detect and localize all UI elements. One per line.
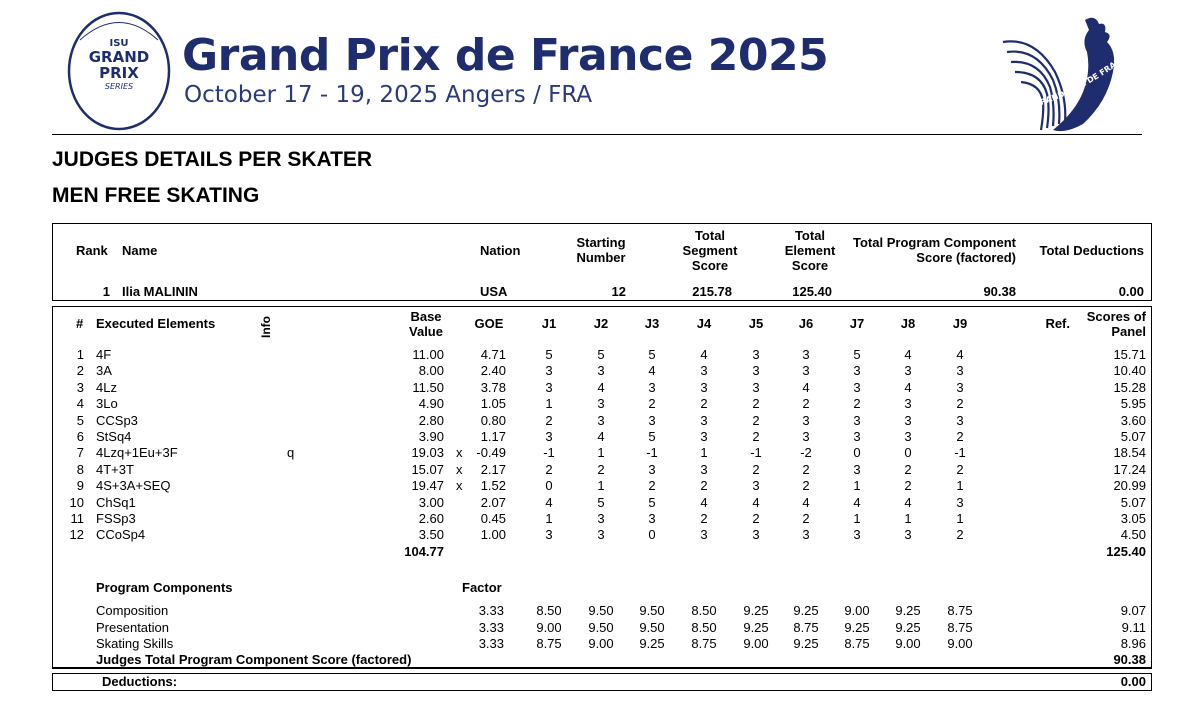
element-code: FSSp3 [96, 511, 136, 526]
judge-goe-score: 1 [956, 511, 964, 526]
element-info: q [287, 445, 295, 461]
judge-goe-score: 1 [904, 511, 912, 526]
judge-goe-score: 3 [648, 379, 656, 395]
tss-header-l1: Total [694, 228, 726, 243]
judge-goe-score: 3 [956, 494, 964, 510]
element-panel-score: 3.05 [1120, 511, 1146, 526]
component-name: Skating Skills [96, 636, 174, 651]
judge-goe-score: 2 [956, 396, 964, 412]
judge-goe-score: 2 [802, 511, 810, 526]
judge-component-score: 9.25 [895, 603, 921, 618]
components-bottom-rule [52, 668, 1152, 669]
element-number: 3 [76, 379, 84, 395]
judge-goe-score: 3 [853, 379, 861, 395]
judge-goe-score: 0 [648, 527, 656, 543]
judge-goe-score: 3 [904, 527, 912, 543]
tpcs-header [836, 235, 1016, 265]
element-base-value: 3.00 [418, 494, 444, 510]
element-number: 8 [76, 461, 84, 477]
name-header: Name [122, 243, 158, 258]
element-number: 2 [76, 363, 84, 379]
element-goe: 0.45 [480, 511, 506, 526]
logo-prix: PRIX [99, 64, 139, 82]
judge-goe-score: 2 [648, 396, 656, 412]
judge-goe-score: 4 [597, 429, 605, 444]
judge-goe-score: 3 [802, 429, 810, 444]
judge-goe-score: 2 [853, 396, 861, 412]
judge-goe-score: 4 [956, 347, 964, 362]
judge-header-3: J3 [644, 316, 660, 331]
element-panel-score: 20.99 [1113, 478, 1146, 494]
judge-goe-score: 3 [700, 527, 708, 543]
program-components-title: Program Components [96, 580, 233, 595]
element-base-value: 2.60 [418, 511, 444, 526]
judge-goe-score: 3 [545, 527, 553, 543]
judge-header-4: J4 [696, 316, 712, 331]
judge-goe-score: 2 [802, 396, 810, 412]
judge-header-2: J2 [593, 316, 609, 331]
judge-component-score: 8.75 [844, 636, 870, 651]
element-goe: 4.71 [480, 347, 506, 362]
element-base-value: 4.90 [418, 396, 444, 412]
judge-goe-score: 4 [545, 494, 553, 510]
judge-component-score: 9.00 [536, 619, 562, 635]
judge-component-score: 9.00 [588, 636, 614, 651]
component-factor: 3.33 [478, 619, 504, 635]
judge-goe-score: 2 [752, 412, 760, 428]
element-goe: 2.17 [480, 461, 506, 477]
judge-goe-score: 4 [904, 347, 912, 362]
num-header: # [76, 316, 84, 331]
nation-value: USA [480, 284, 508, 299]
element-base-value: 3.50 [418, 527, 444, 543]
element-base-value: 19.47 [411, 478, 444, 494]
element-code: 4F [96, 347, 112, 362]
starting-header-l1: Starting [576, 235, 626, 250]
panel-header-l1: Scores of [1086, 309, 1146, 324]
judge-goe-score: 2 [597, 461, 605, 477]
component-panel-score: 9.11 [1121, 619, 1146, 635]
judge-goe-score: 3 [752, 363, 760, 379]
element-goe: 3.78 [480, 379, 506, 395]
judge-goe-score: 4 [597, 379, 605, 395]
base-header-l2: Value [409, 324, 443, 339]
element-code: 3A [96, 363, 112, 379]
element-goe: 2.40 [480, 363, 506, 379]
judge-goe-score: 3 [700, 379, 708, 395]
element-number: 5 [76, 412, 84, 428]
judge-goe-score: 2 [956, 527, 964, 543]
judge-goe-score: 4 [700, 494, 708, 510]
judge-component-score: 9.50 [639, 619, 665, 635]
judge-goe-score: 2 [802, 478, 810, 494]
judge-component-score: 9.00 [743, 636, 769, 651]
element-second-half-marker: x [456, 478, 463, 494]
judge-goe-score: 3 [648, 511, 656, 526]
judge-goe-score: 2 [956, 461, 964, 477]
judge-component-score: 9.00 [844, 603, 870, 618]
base-header-l1: Base [410, 309, 442, 324]
judge-header-9: J9 [952, 316, 968, 331]
judge-goe-score: 1 [597, 478, 605, 494]
event-subtitle: October 17 - 19, 2025 Angers / FRA [184, 82, 593, 108]
element-panel-score: 17.24 [1113, 461, 1146, 477]
judge-component-score: 9.00 [947, 636, 973, 651]
judge-goe-score: 3 [700, 429, 708, 444]
judge-goe-score: 5 [545, 347, 553, 362]
judge-goe-score: 2 [700, 396, 708, 412]
deductions-box [52, 673, 1152, 691]
judge-goe-score: 5 [597, 347, 605, 362]
judge-goe-score: 2 [648, 478, 656, 494]
rank-value: 1 [102, 284, 110, 299]
goe-header: GOE [474, 316, 504, 331]
base-value-header [396, 309, 456, 339]
judge-goe-score: 3 [904, 396, 912, 412]
judge-goe-score: 3 [597, 412, 605, 428]
judge-header-1: J1 [541, 316, 557, 331]
judge-header-7: J7 [849, 316, 865, 331]
element-panel-score: 5.07 [1120, 429, 1146, 444]
header-rule [52, 134, 1142, 135]
judge-component-score: 8.75 [536, 636, 562, 651]
judge-goe-score: 1 [853, 511, 861, 526]
judge-goe-score: 3 [545, 363, 553, 379]
segment-title: MEN FREE SKATING [52, 184, 260, 207]
judge-component-score: 9.25 [743, 619, 769, 635]
element-number: 7 [76, 445, 84, 461]
judge-goe-score: -1 [954, 445, 966, 461]
judge-goe-score: 3 [802, 347, 810, 362]
judge-goe-score: 3 [853, 363, 861, 379]
judge-goe-score: 4 [700, 347, 708, 362]
judge-goe-score: 4 [853, 494, 861, 510]
component-name: Composition [96, 603, 169, 618]
judge-goe-score: 2 [802, 461, 810, 477]
judge-goe-score: 1 [545, 396, 553, 412]
report-title: JUDGES DETAILS PER SKATER [52, 148, 373, 171]
elements-panel-total: 125.40 [1106, 544, 1146, 559]
judge-goe-score: 4 [802, 379, 810, 395]
element-code: 4T+3T [96, 461, 134, 477]
info-header: Info [259, 316, 273, 338]
element-number: 6 [76, 429, 84, 444]
judge-goe-score: 2 [956, 429, 964, 444]
component-panel-score: 9.07 [1120, 603, 1146, 618]
element-panel-score: 15.28 [1113, 379, 1146, 395]
judge-component-score: 8.50 [691, 619, 717, 635]
skater-name: Ilia MALININ [122, 284, 198, 299]
deductions-header: Total Deductions [1039, 243, 1144, 258]
judge-component-score: 8.50 [691, 603, 717, 618]
judge-component-score: 8.75 [793, 619, 819, 635]
judge-component-score: 9.25 [793, 636, 819, 651]
element-code: 4Lz [96, 379, 117, 395]
starting-header-l2: Number [576, 250, 626, 265]
judge-component-score: 9.25 [639, 636, 665, 651]
judge-goe-score: 0 [904, 445, 912, 461]
element-goe: 1.00 [480, 527, 506, 543]
judge-goe-score: -2 [800, 445, 812, 461]
judge-goe-score: 3 [648, 412, 656, 428]
judge-goe-score: 3 [752, 527, 760, 543]
tes-header-l1: Total [794, 228, 826, 243]
judge-goe-score: 3 [956, 363, 964, 379]
judge-goe-score: 3 [648, 461, 656, 477]
judge-component-score: 9.25 [793, 603, 819, 618]
tss-header-l3: Score [691, 258, 729, 273]
element-base-value: 3.90 [418, 429, 444, 444]
executed-elements-header: Executed Elements [96, 316, 216, 331]
judge-component-score: 9.25 [895, 619, 921, 635]
element-code: CCoSp4 [96, 527, 146, 543]
event-title: Grand Prix de France 2025 [182, 30, 829, 81]
judge-goe-score: 1 [545, 511, 553, 526]
judge-goe-score: 0 [545, 478, 553, 494]
deductions-label: Deductions: [102, 674, 178, 689]
deductions-total: 0.00 [1120, 674, 1146, 689]
tss-value: 215.78 [692, 284, 732, 299]
logo-series: SERIES [104, 82, 134, 91]
rank-header: Rank [76, 243, 108, 258]
element-base-value: 8.00 [418, 363, 444, 379]
tes-header-l2: Element [784, 243, 836, 258]
element-number: 4 [76, 396, 84, 412]
judge-goe-score: -1 [543, 445, 555, 461]
judge-goe-score: 2 [700, 511, 708, 526]
element-code: CCSp3 [96, 412, 138, 428]
logo-grand: GRAND [88, 48, 150, 66]
tss-header [670, 228, 750, 273]
judge-goe-score: 3 [597, 527, 605, 543]
judge-goe-score: 1 [700, 445, 708, 461]
judge-header-5: J5 [748, 316, 764, 331]
judge-goe-score: 3 [700, 461, 708, 477]
judge-goe-score: 3 [700, 363, 708, 379]
starting-number-header [566, 235, 636, 265]
judge-goe-score: 5 [648, 347, 656, 362]
judge-goe-score: -1 [750, 445, 762, 461]
element-base-value: 11.00 [412, 347, 444, 362]
element-panel-score: 15.71 [1113, 347, 1146, 362]
element-panel-score: 18.54 [1113, 445, 1146, 461]
judge-goe-score: 3 [853, 429, 861, 444]
judge-goe-score: 4 [904, 494, 912, 510]
judge-component-score: 8.50 [536, 603, 562, 618]
judge-goe-score: 5 [648, 494, 656, 510]
element-code: 4S+3A+SEQ [96, 478, 171, 494]
judge-goe-score: 3 [853, 412, 861, 428]
judge-goe-score: 3 [904, 412, 912, 428]
judge-goe-score: 3 [853, 527, 861, 543]
component-panel-score: 8.96 [1120, 636, 1146, 651]
judge-goe-score: 2 [545, 461, 553, 477]
element-second-half-marker: x [456, 461, 463, 477]
judge-goe-score: 1 [597, 445, 605, 461]
judge-goe-score: 4 [904, 379, 912, 395]
element-second-half-marker: x [456, 445, 463, 461]
element-number: 10 [69, 494, 84, 510]
judge-goe-score: 1 [853, 478, 861, 494]
judge-goe-score: 2 [700, 478, 708, 494]
logo-text [76, 38, 162, 93]
judge-header-8: J8 [900, 316, 916, 331]
judge-goe-score: 3 [802, 527, 810, 543]
judge-component-score: 8.75 [691, 636, 717, 651]
judge-goe-score: 4 [648, 363, 656, 379]
element-goe: -0.49 [476, 445, 506, 461]
element-code: 3Lo [96, 396, 118, 412]
components-total-label: Judges Total Program Component Score (factored) [96, 652, 412, 667]
element-panel-score: 10.40 [1113, 363, 1146, 379]
base-value-total: 104.77 [404, 544, 444, 559]
judge-component-score: 9.25 [844, 619, 870, 635]
judge-component-score: 9.50 [588, 619, 614, 635]
judge-goe-score: 3 [545, 429, 553, 444]
element-goe: 0.80 [480, 412, 506, 428]
element-panel-score: 5.07 [1120, 494, 1146, 510]
judge-goe-score: 3 [752, 379, 760, 395]
element-base-value: 19.03 [411, 445, 444, 461]
judge-component-score: 9.50 [588, 603, 614, 618]
element-goe: 1.05 [480, 396, 506, 412]
judge-goe-score: 1 [956, 478, 964, 494]
component-factor: 3.33 [478, 603, 504, 618]
tes-value: 125.40 [792, 284, 832, 299]
element-code: StSq4 [96, 429, 132, 444]
judge-goe-score: 4 [752, 494, 760, 510]
logo-isu: ISU [109, 38, 129, 49]
judge-component-score: 8.75 [947, 619, 973, 635]
judge-goe-score: 3 [802, 363, 810, 379]
judge-goe-score: 4 [802, 494, 810, 510]
judge-goe-score: 2 [752, 429, 760, 444]
element-panel-score: 5.95 [1120, 396, 1146, 412]
judge-goe-score: 3 [752, 478, 760, 494]
ref-header: Ref. [1045, 316, 1070, 331]
element-panel-score: 3.60 [1120, 412, 1146, 428]
scores-of-panel-header [1066, 309, 1146, 339]
element-goe: 1.52 [480, 478, 506, 494]
starting-number-value: 12 [611, 284, 626, 299]
judge-goe-score: -1 [646, 445, 658, 461]
judge-goe-score: 3 [956, 412, 964, 428]
judge-goe-score: 3 [700, 412, 708, 428]
deductions-value: 0.00 [1118, 284, 1144, 299]
factor-header: Factor [462, 580, 502, 595]
element-code: ChSq1 [96, 494, 136, 510]
judge-goe-score: 3 [597, 363, 605, 379]
judge-goe-score: 5 [648, 429, 656, 444]
element-number: 1 [76, 347, 84, 362]
judge-goe-score: 5 [597, 494, 605, 510]
judge-goe-score: 3 [853, 461, 861, 477]
judge-goe-score: 2 [904, 461, 912, 477]
judge-component-score: 8.75 [947, 603, 973, 618]
element-panel-score: 4.50 [1120, 527, 1146, 543]
tss-header-l2: Segment [682, 243, 738, 258]
judge-goe-score: 3 [597, 396, 605, 412]
judge-goe-score: 2 [752, 461, 760, 477]
element-number: 9 [76, 478, 84, 494]
judge-goe-score: 2 [752, 511, 760, 526]
judge-goe-score: 3 [956, 379, 964, 395]
judge-goe-score: 0 [853, 445, 861, 461]
event-header [0, 0, 1200, 138]
judge-goe-score: 3 [904, 429, 912, 444]
nation-header: Nation [480, 243, 521, 258]
judge-goe-score: 3 [545, 379, 553, 395]
component-name: Presentation [96, 619, 169, 635]
element-code: 4Lzq+1Eu+3F [96, 445, 178, 461]
components-total-value: 90.38 [1113, 652, 1146, 667]
judge-goe-score: 3 [597, 511, 605, 526]
judge-goe-score: 5 [853, 347, 861, 362]
judge-goe-score: 3 [904, 363, 912, 379]
judge-goe-score: 3 [802, 412, 810, 428]
judge-header-6: J6 [798, 316, 814, 331]
element-goe: 2.07 [480, 494, 506, 510]
tes-header-l3: Score [791, 258, 829, 273]
element-base-value: 15.07 [411, 461, 444, 477]
judge-component-score: 9.25 [743, 603, 769, 618]
tpcs-header-l1: Total Program Component [853, 235, 1016, 250]
element-goe: 1.17 [480, 429, 506, 444]
rooster-text: GRAND PRIX DE FRANCE [1032, 49, 1133, 109]
element-base-value: 11.50 [412, 379, 444, 395]
tpcs-header-l2: Score (factored) [916, 250, 1016, 265]
judge-goe-score: 3 [752, 347, 760, 362]
judge-goe-score: 2 [904, 478, 912, 494]
tpcs-value: 90.38 [983, 284, 1016, 299]
panel-header-l2: Panel [1111, 324, 1146, 339]
judge-goe-score: 2 [752, 396, 760, 412]
judge-component-score: 9.50 [639, 603, 665, 618]
judge-goe-score: 2 [545, 412, 553, 428]
rooster-emblem [995, 12, 1145, 134]
element-number: 11 [70, 511, 84, 526]
judge-component-score: 9.00 [895, 636, 921, 651]
element-number: 12 [69, 527, 84, 543]
component-factor: 3.33 [478, 636, 504, 651]
element-base-value: 2.80 [418, 412, 444, 428]
